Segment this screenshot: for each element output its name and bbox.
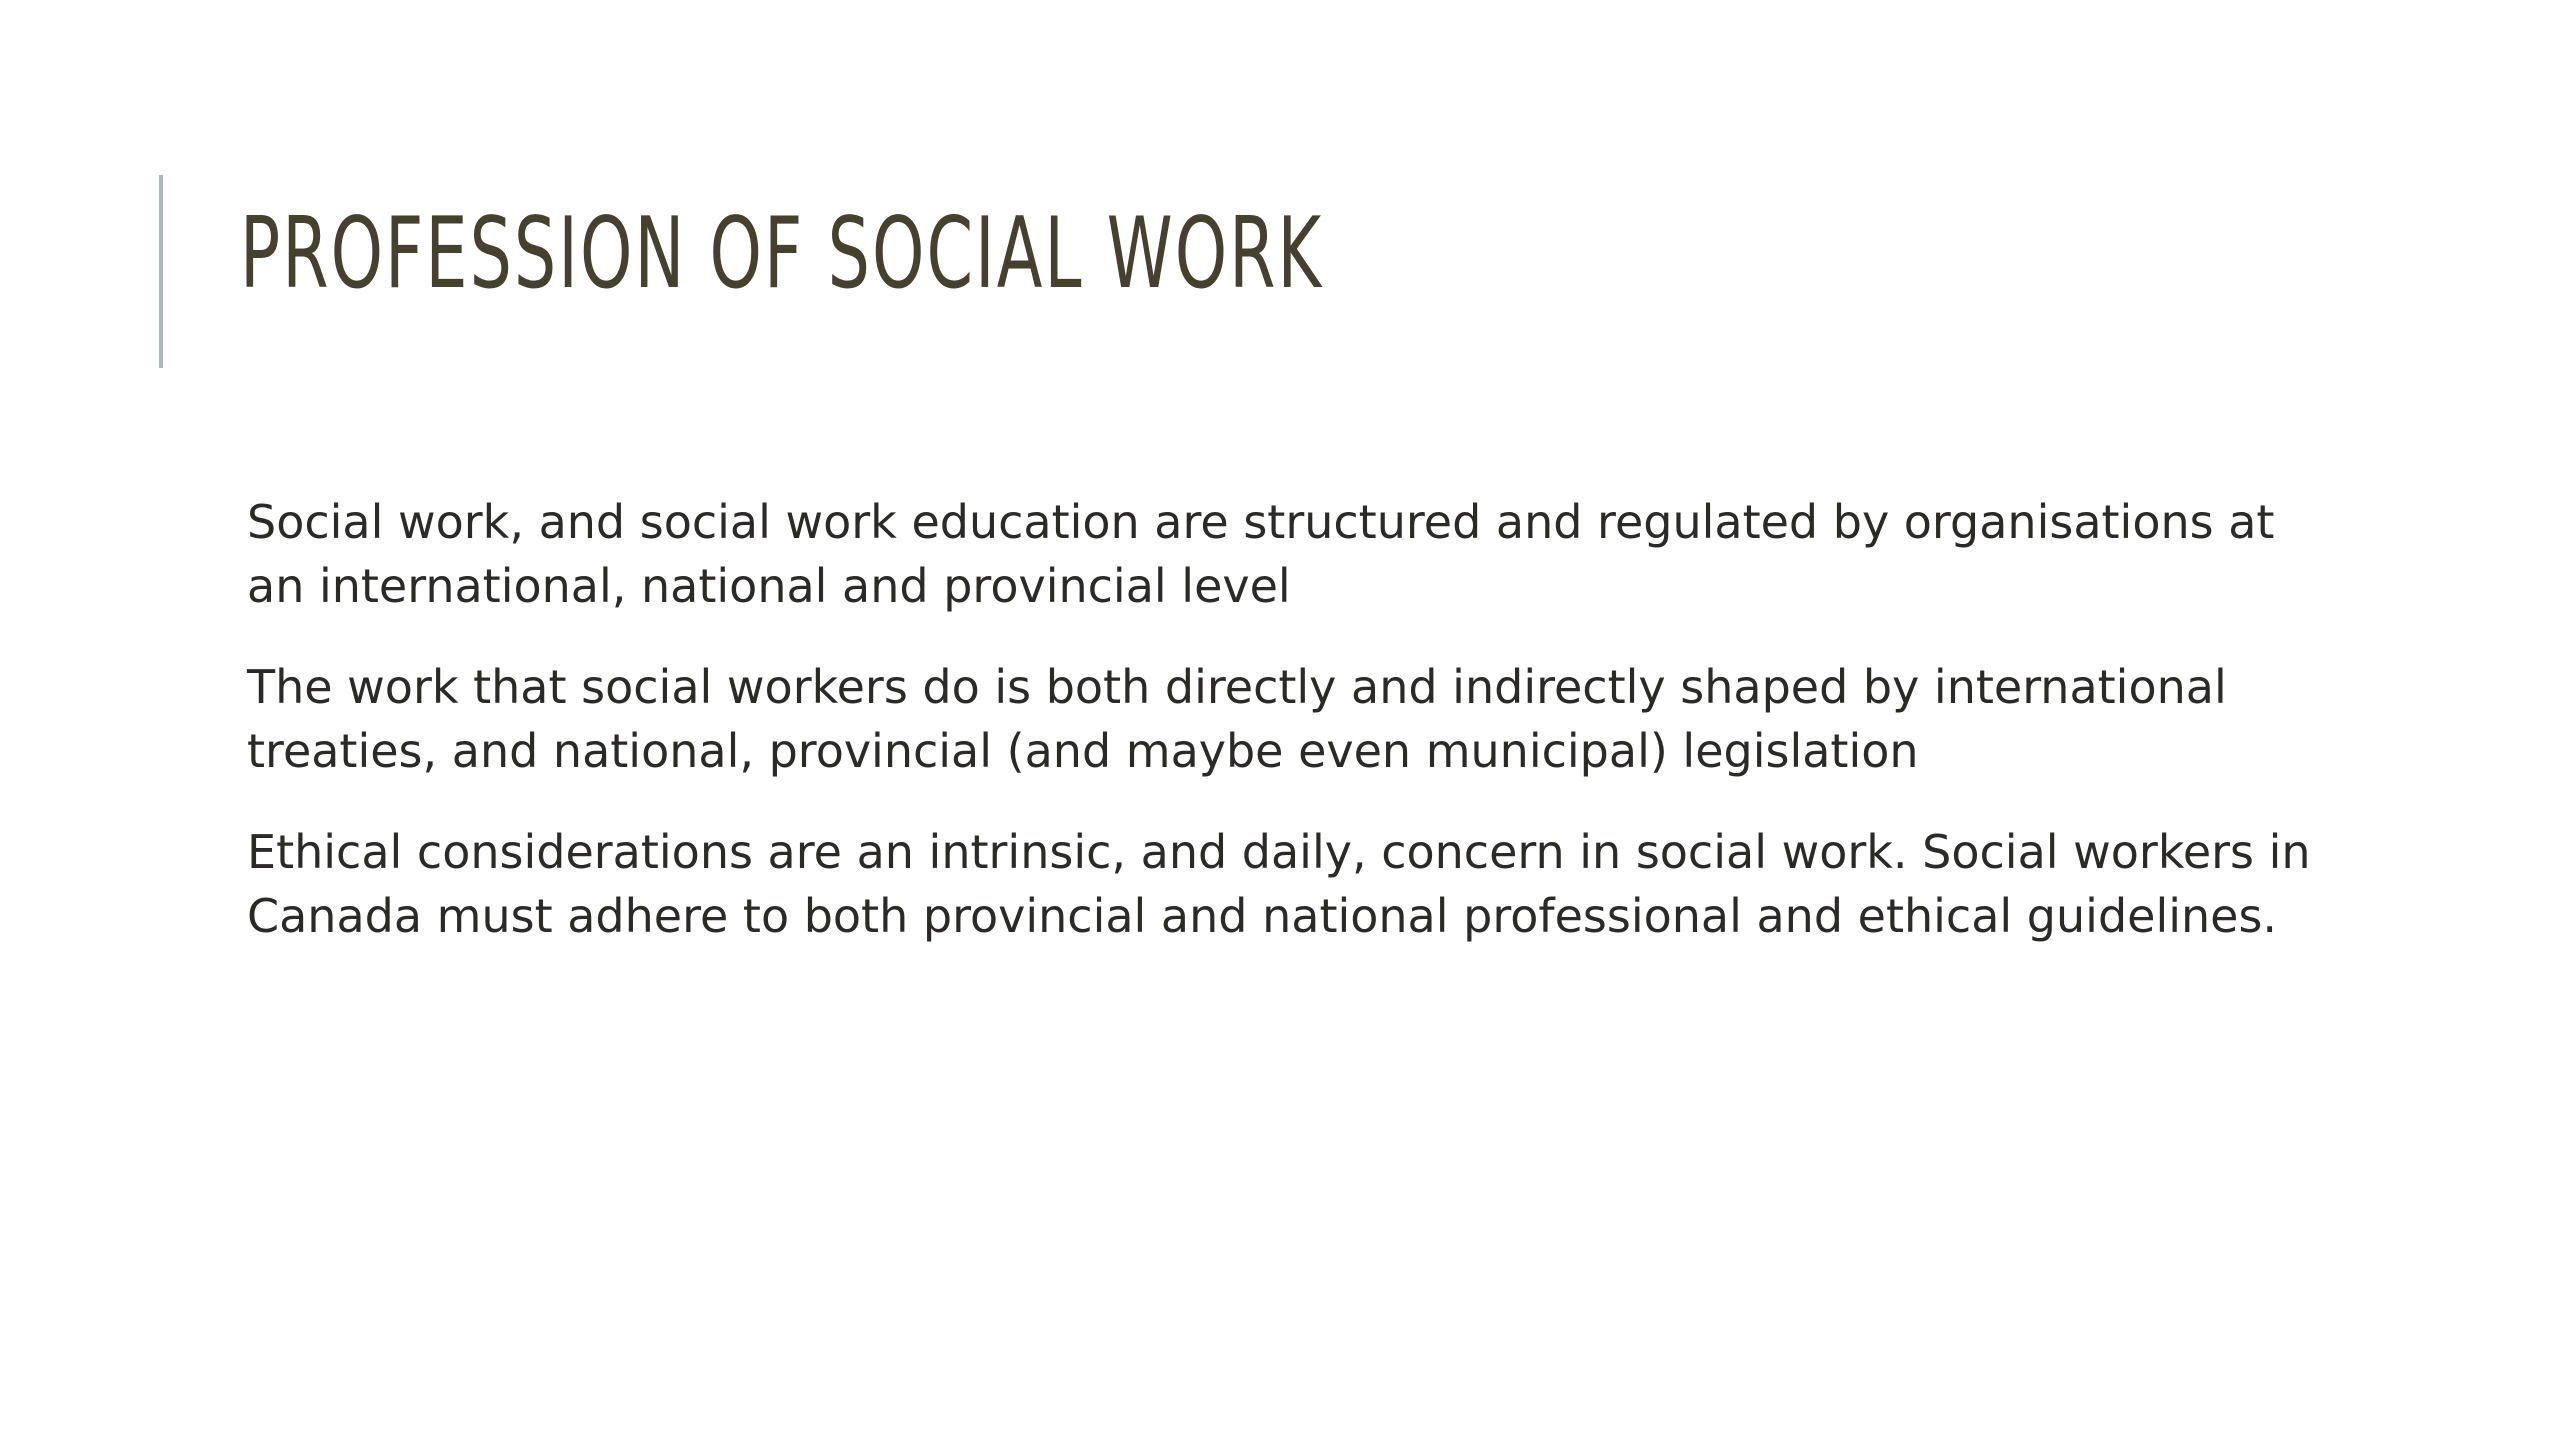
body-paragraph-2: The work that social workers do is both directly and indirectly shaped by international treaties, and national, provincial (and maybe even municipal) legislation bbox=[247, 660, 2227, 778]
body-paragraph-3: Ethical considerations are an intrinsic, and daily, concern in social work. Social workers in Canada must adhere to both provincial and national professional and ethical guidelines. bbox=[247, 825, 2311, 943]
title-accent-bar bbox=[159, 175, 163, 368]
slide-title: PROFESSION OF SOCIAL WORK bbox=[240, 197, 1324, 311]
slide-body bbox=[247, 490, 2337, 985]
body-paragraph-1: Social work, and social work education are structured and regulated by organisations at an international, national and provincial level bbox=[247, 495, 2275, 613]
